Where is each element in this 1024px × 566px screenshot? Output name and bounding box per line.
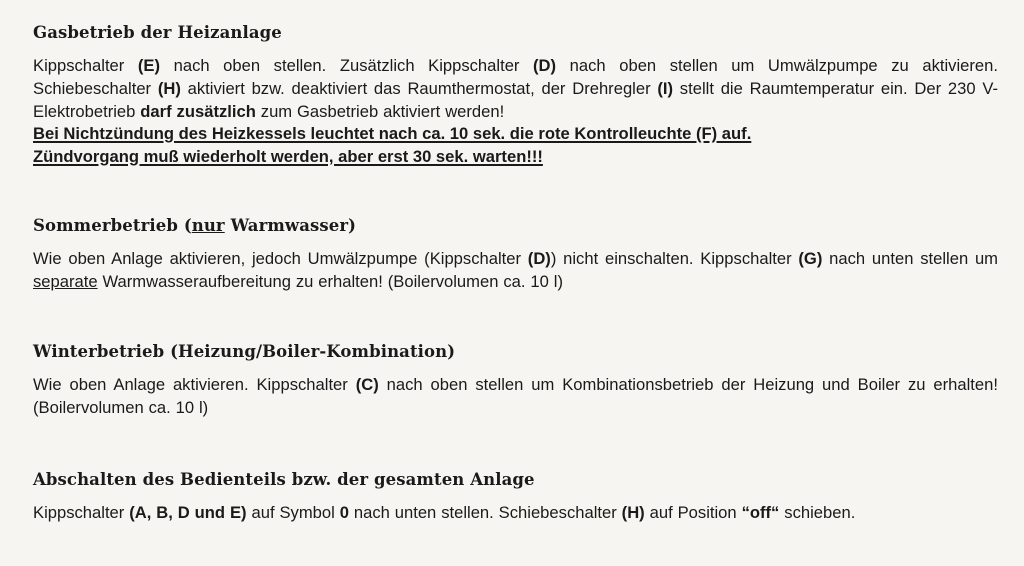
section-paragraph	[33, 501, 998, 524]
switch-label: (H)	[157, 79, 181, 98]
text-run: nach unten stellen. Schiebeschalter	[348, 503, 622, 522]
heading-underlined-text: nur	[191, 216, 225, 235]
text-run: nach unten stellen um	[822, 249, 999, 268]
text-run: aktiviert bzw. deaktiviert das Raumthermostat, der Drehregler	[180, 79, 658, 98]
switch-label: (C)	[355, 375, 379, 394]
text-run: ) nicht einschalten. Kippschalter	[550, 249, 799, 268]
section-gasbetrieb	[33, 22, 998, 168]
text-run: Wie oben Anlage aktivieren. Kippschalter	[33, 375, 356, 394]
section-heading: Gasbetrieb der Heizanlage	[33, 23, 282, 42]
section-paragraph	[33, 54, 998, 123]
symbol-label: 0	[339, 503, 349, 522]
text-run: schieben.	[779, 503, 856, 522]
text-run: Kippschalter	[33, 56, 138, 75]
emphasis-text: darf zusätzlich	[140, 102, 256, 121]
switch-label: (I)	[657, 79, 674, 98]
text-run: zum Gasbetrieb aktiviert werden!	[255, 102, 505, 121]
switch-label: (G)	[798, 249, 823, 268]
switch-label: (D)	[527, 249, 551, 268]
position-label: “off“	[741, 503, 780, 522]
text-run: Warmwasseraufbereitung zu erhalten! (Boilervolumen ca. 10 l)	[97, 272, 563, 291]
section-heading	[33, 215, 998, 237]
underlined-text: separate	[33, 272, 98, 291]
section-abschalten	[33, 469, 998, 524]
switch-label: (A, B, D und E)	[129, 503, 247, 522]
switch-label: (D)	[533, 56, 557, 75]
text-run: nach oben stellen um Kombinationsbetrieb der Heizung und Boiler zu erhalten! (Boilervolumen ca. 10 l)	[33, 375, 998, 417]
section-paragraph	[33, 373, 998, 419]
switch-label: (E)	[137, 56, 161, 75]
text-run: stellt die Raumtemperatur ein. Der 230 V-Elektrobetrieb	[33, 79, 998, 121]
heading-text: Warmwasser)	[224, 216, 357, 235]
text-run: auf Symbol	[246, 503, 340, 522]
text-run: nach oben stellen um Umwälzpumpe zu aktivieren. Schiebeschalter	[33, 56, 998, 98]
section-paragraph	[33, 247, 998, 293]
text-run: auf Position	[644, 503, 742, 522]
text-run: Wie oben Anlage aktivieren, jedoch Umwälzpumpe (Kippschalter	[33, 249, 528, 268]
switch-label: (H)	[621, 503, 645, 522]
text-run: nach oben stellen. Zusätzlich Kippschalter	[160, 56, 534, 75]
section-sommerbetrieb	[33, 215, 998, 293]
section-winterbetrieb	[33, 341, 998, 419]
section-heading: Abschalten des Bedienteils bzw. der gesamten Anlage	[33, 470, 535, 489]
warning-line: Bei Nichtzündung des Heizkessels leuchtet nach ca. 10 sek. die rote Kontrolleuchte (F) auf.	[33, 124, 752, 143]
heading-text: Sommerbetrieb (	[33, 216, 192, 235]
warning-line: Zündvorgang muß wiederholt werden, aber erst 30 sek. warten!!!	[33, 146, 543, 166]
text-run: Kippschalter	[33, 503, 130, 522]
section-heading: Winterbetrieb (Heizung/Boiler-Kombination)	[33, 342, 456, 361]
